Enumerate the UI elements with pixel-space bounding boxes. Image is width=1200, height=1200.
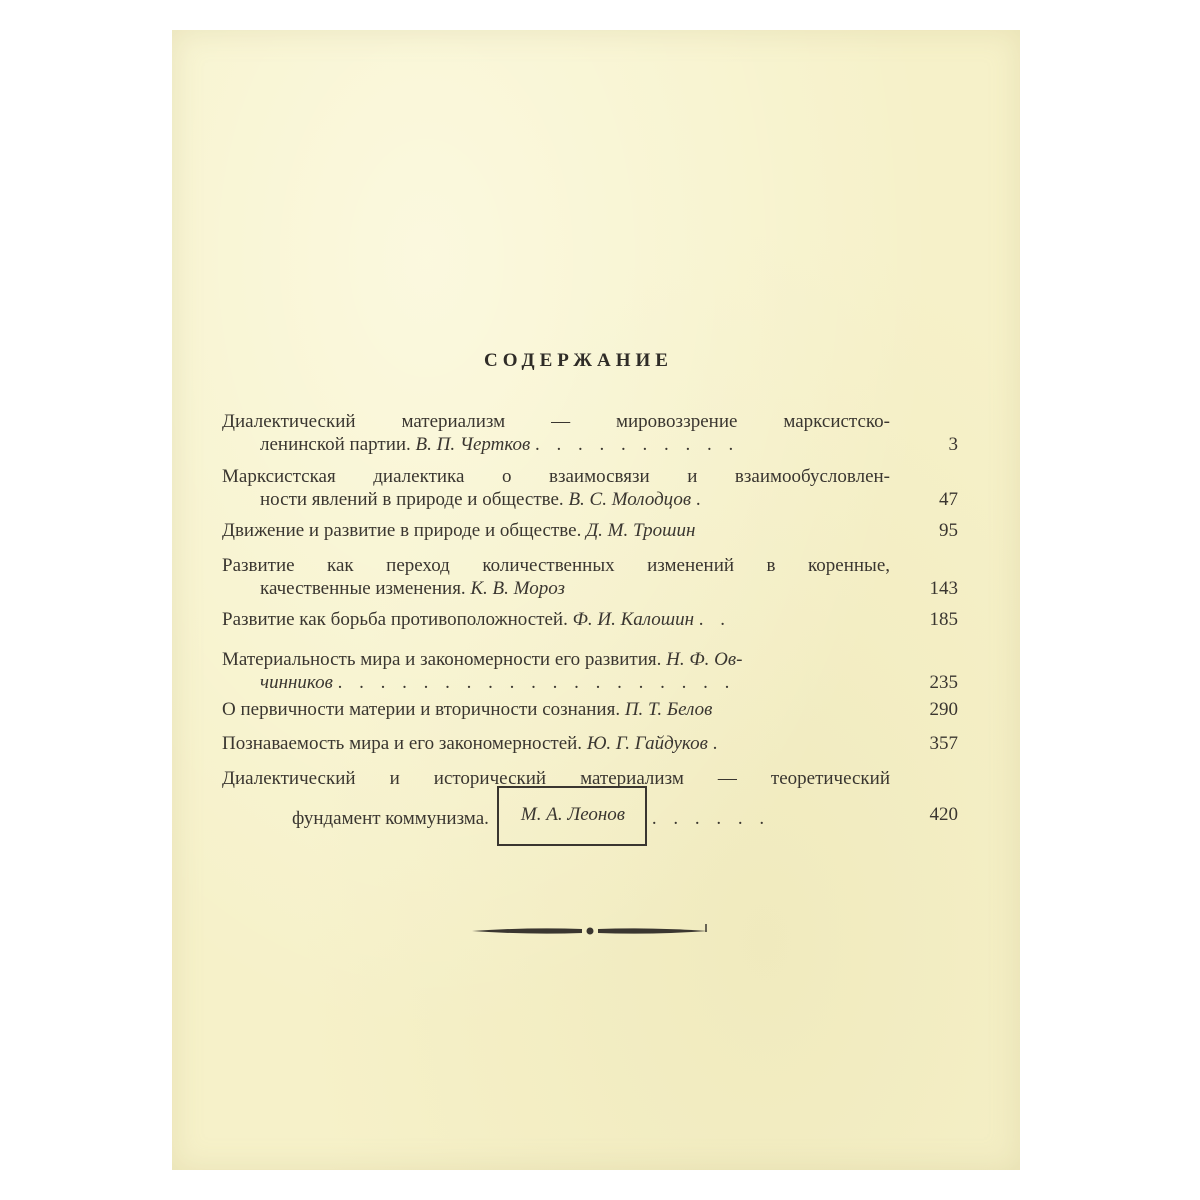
entry-line: Развитие как переход количественных изменений в коренные, xyxy=(222,555,890,576)
entry-page-number: 420 xyxy=(929,804,958,825)
entry-author-highlighted: М. А. Леонов xyxy=(497,786,647,846)
toc-entry-8 xyxy=(222,732,958,755)
entry-line: Развитие как борьба противоположностей. Ф. И. Калошин . . xyxy=(222,609,732,630)
entry-line: Диалектический материализм — мировоззрение марксистско- xyxy=(222,411,890,432)
leader-dots: . xyxy=(712,733,724,754)
entry-page-number: 95 xyxy=(939,520,958,541)
entry-page-number: 185 xyxy=(929,609,958,630)
page-title: СОДЕРЖАНИЕ xyxy=(484,350,673,371)
entry-author: П. Т. Белов xyxy=(624,699,713,720)
toc-entry-2 xyxy=(222,465,958,511)
entry-page-number: 235 xyxy=(929,672,958,693)
entry-page-number: 47 xyxy=(939,489,958,510)
leader-dots: . . . . . . . . . . xyxy=(535,434,740,455)
entry-page-number: 3 xyxy=(948,434,958,455)
entry-page-number: 357 xyxy=(929,733,958,754)
leader-dots: . . xyxy=(698,609,732,630)
entry-line: ности явлений в природе и обществе. В. С. Молодцов . xyxy=(260,489,707,510)
entry-line: ленинской партии. В. П. Чертков . . . . . . . . . . xyxy=(260,434,740,455)
toc-entry-1 xyxy=(222,410,958,456)
entry-line: качественные изменения. К. В. Мороз xyxy=(260,578,565,599)
book-page xyxy=(172,30,1020,1170)
ornament-divider-icon xyxy=(470,922,710,940)
entry-author: К. В. Мороз xyxy=(470,578,565,599)
entry-author: В. С. Молодцов xyxy=(568,489,692,510)
entry-page-number: 290 xyxy=(929,699,958,720)
entry-author: Ю. Г. Гайдуков xyxy=(586,733,708,754)
entry-line: Диалектический и исторический материализм — теоретический xyxy=(222,768,890,789)
entry-line: Познаваемость мира и его закономерностей. Ю. Г. Гайдуков . xyxy=(222,733,724,754)
entry-author-continued: чинников xyxy=(260,672,333,693)
entry-line: О первичности материи и вторичности сознания. П. Т. Белов xyxy=(222,699,713,720)
leader-dots: . xyxy=(695,489,707,510)
entry-line: Материальность мира и закономерности его развития. Н. Ф. Ов- xyxy=(222,649,743,670)
toc-entry-7 xyxy=(222,698,958,721)
toc-entry-6 xyxy=(222,648,958,694)
entry-line: Движение и развитие в природе и обществе. Д. М. Трошин xyxy=(222,520,696,541)
toc-entry-4 xyxy=(222,554,958,600)
leader-dots: . . . . . . xyxy=(651,808,771,829)
toc-entry-9 xyxy=(222,767,958,836)
entry-author: Н. Ф. Ов- xyxy=(666,649,743,670)
entry-author: В. П. Чертков xyxy=(415,434,531,455)
entry-line: фундамент коммунизма. М. А. Леонов . . . . . . xyxy=(222,790,958,836)
entry-line xyxy=(222,671,958,694)
leader-dots: . . . . . . . . . . . . . . . . . . . xyxy=(337,672,736,693)
entry-line: Марксистская диалектика о взаимосвязи и взаимообусловлен- xyxy=(222,466,890,487)
toc-entry-5 xyxy=(222,608,958,631)
entry-author: Ф. И. Калошин xyxy=(572,609,695,630)
toc-entry-3 xyxy=(222,519,958,542)
entry-page-number: 143 xyxy=(929,578,958,599)
entry-author: Д. М. Трошин xyxy=(586,520,696,541)
